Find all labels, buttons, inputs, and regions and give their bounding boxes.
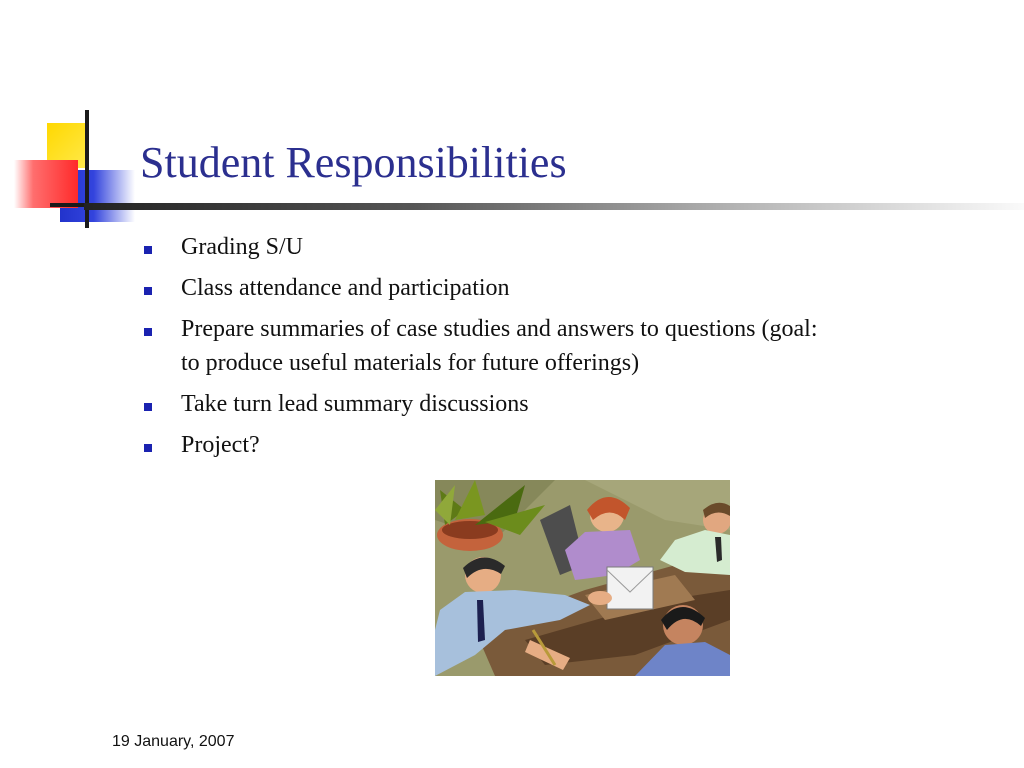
square-bullet-icon [144, 444, 152, 452]
bullet-item [144, 428, 834, 462]
slide-title: Student Responsibilities [140, 138, 567, 187]
bullet-text: Project? [181, 432, 260, 458]
bullet-item [144, 271, 834, 305]
footer-date: 19 January, 2007 [112, 733, 235, 750]
color-squares-logo-icon [0, 100, 150, 240]
logo-red-square [14, 160, 78, 208]
bullet-text: Take turn lead summary discussions [181, 391, 529, 417]
bullet-text: Class attendance and participation [181, 275, 510, 301]
square-bullet-icon [144, 403, 152, 411]
bullet-text: Grading S/U [181, 234, 303, 260]
bullet-item [144, 387, 834, 421]
square-bullet-icon [144, 328, 152, 336]
logo-vertical-line [85, 110, 89, 228]
square-bullet-icon [144, 287, 152, 295]
bullet-item [144, 312, 834, 380]
bullet-item [144, 230, 834, 264]
bullet-list [144, 230, 834, 469]
business-meeting-clipart [435, 480, 730, 676]
bullet-text: Prepare summaries of case studies and answers to questions (goal: to produce useful materials for future offerings) [181, 316, 818, 376]
title-underline [84, 203, 1024, 210]
square-bullet-icon [144, 246, 152, 254]
